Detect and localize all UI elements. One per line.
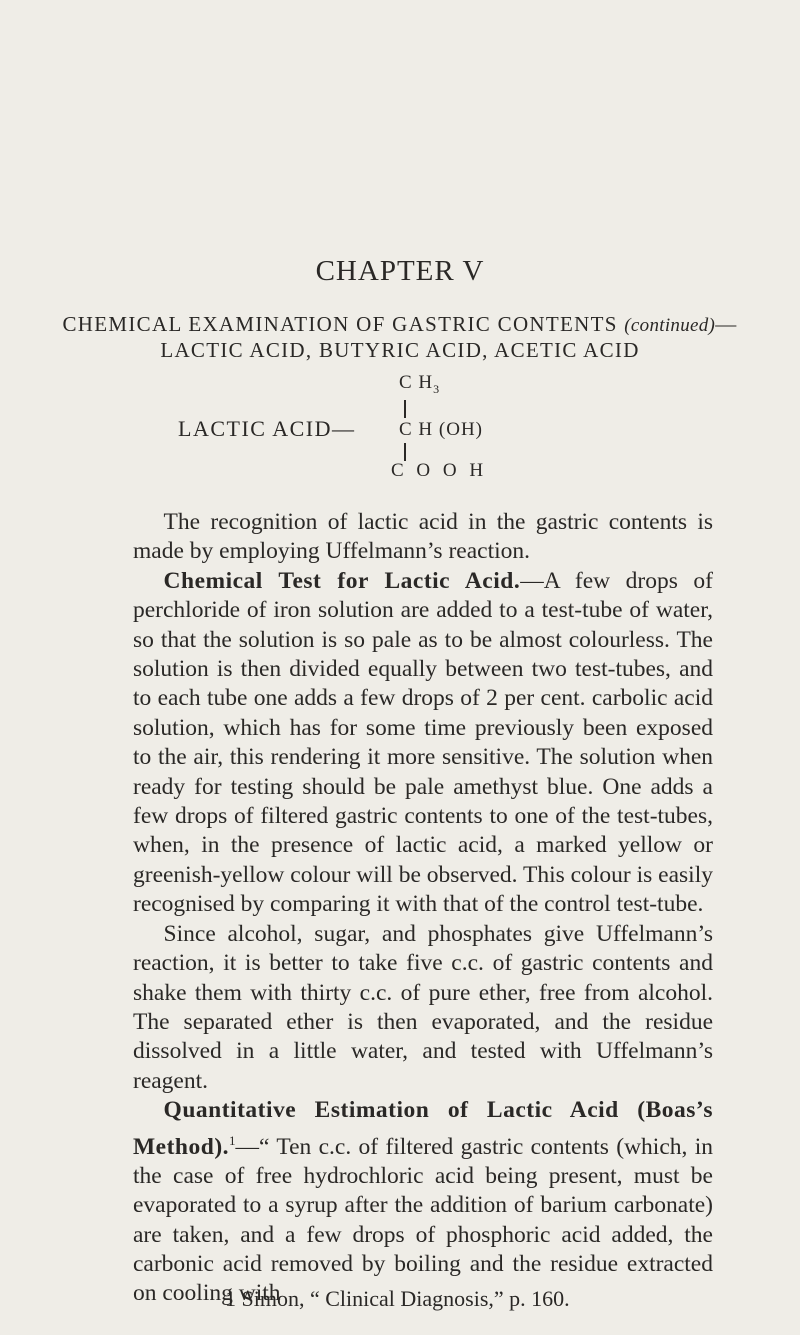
section-heading-continued: (continued) [624, 315, 716, 336]
footnote: 1 Simon, “ Clinical Diagnosis,” p. 160. [225, 1286, 570, 1311]
formula-cooh: C O O H [391, 460, 488, 481]
paragraph-1: The recognition of lactic acid in the gastric contents is made by employing Uffelmann’s reaction. [133, 509, 713, 565]
paragraph-3: Since alcohol, sugar, and phosphates give Uffelmann’s reaction, it is better to take five c.c. of gastric contents and shake them with thirty c.c. of pure ether, free from alcohol. The separated ether is then evaporated, and the residue dissolved in a little water, and tested with Uffelmann’s reagent. [133, 920, 713, 1094]
paragraph-4-heading: Quantitative Estimation of Lactic Acid (Boas’s Method). [133, 1097, 713, 1160]
section-heading-line-1 [0, 312, 800, 337]
formula-ch3-subscript: 3 [433, 381, 441, 396]
formula-ch3 [399, 372, 440, 397]
paragraph-4 [133, 1096, 713, 1309]
formula-label: LACTIC ACID— [178, 416, 356, 441]
section-heading-line-2: LACTIC ACID, BUTYRIC ACID, ACETIC ACID [160, 338, 640, 362]
body-text [133, 508, 713, 1309]
section-heading-text: CHEMICAL EXAMINATION OF GASTRIC CONTENTS [62, 312, 618, 336]
paragraph-2 [133, 567, 713, 920]
paragraph-4-body: —“ Ten c.c. of filtered gastric contents (which, in the case of free hydrochloric acid being present, must be evaporated to a syrup after the addition of barium carbonate) are taken, and a few drops of phosphoric acid added, the carbonic acid removed by boiling and the residue extracted on cooling with [133, 1133, 713, 1307]
section-heading-dash: — [715, 312, 738, 336]
formula-bond-lower [404, 443, 406, 461]
footnote-marker: 1 [229, 1132, 236, 1148]
paragraph-2-body: —A few drops of perchloride of iron solution are added to a test-tube of water, so that the solution is so pale as to be almost colourless. The solution is then divided equally between two test-tubes, and to each tube one adds a few drops of 2 per cent. carbolic acid solution, which has for some time previously been exposed to the air, this rendering it more sensitive. The solution when ready for testing should be pale amethyst blue. One adds a few drops of filtered gastric contents to one of the test-tubes, when, in the presence of lactic acid, a marked yellow or greenish-yellow colour will be observed. This colour is easily recognised by comparing it with that of the control test-tube. [133, 567, 713, 918]
formula-choh: C H (OH) [399, 419, 483, 440]
formula-ch3-c: C H [399, 372, 434, 393]
chapter-title: CHAPTER V [315, 255, 485, 287]
formula-bond-upper [404, 400, 406, 418]
paragraph-2-heading: Chemical Test for Lactic Acid. [163, 567, 521, 594]
